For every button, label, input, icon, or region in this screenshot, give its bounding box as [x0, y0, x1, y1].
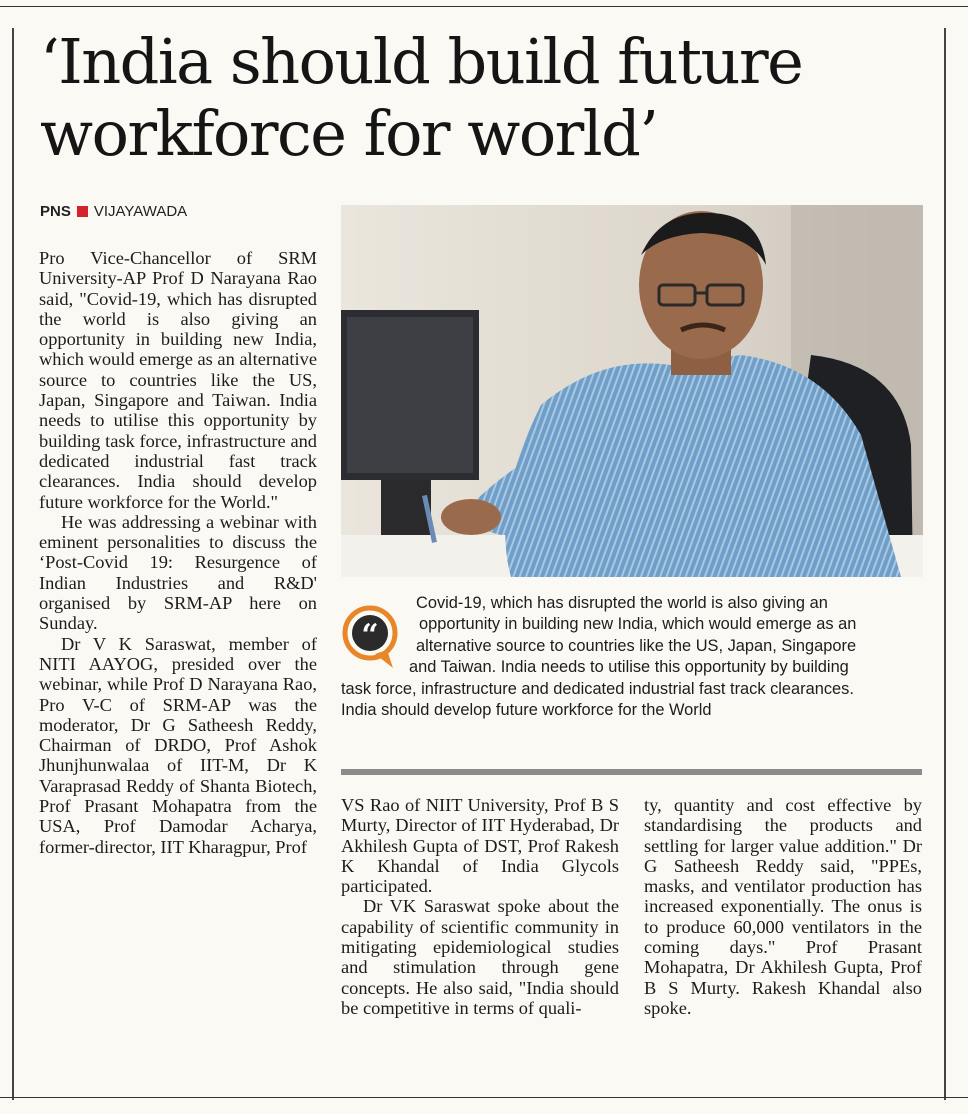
agency-credit: PNS: [40, 203, 71, 220]
paragraph: Dr VK Saraswat spoke about the capability of scientific community in mitigating epidemiological studies and stimulation through gene concepts. He also said, "India should be competitive in terms of quali-: [341, 896, 619, 1018]
dateline: [40, 203, 187, 220]
paragraph: Pro Vice-Chancellor of SRM University-AP Prof D Narayana Rao said, "Covid-19, which has disrupted the world is also giving an opportunity in building new India, which would emerge as an alternative source to countries like the US, Japan, Singapore and Taiwan. India needs to utilise this opportunity by building task force, infrastructure and dedicated industrial fast track clearances. India should develop future workforce for the World.": [39, 248, 317, 512]
paragraph: He was addressing a webinar with eminent personalities to discuss the ‘Post-Covid 19: Resurgence of Indian Industries and R&D' organised by SRM-AP here on Sunday.: [39, 511, 317, 634]
top-rule: [0, 6, 968, 7]
pull-quote-line: task force, infrastructure and dedicated industrial fast track clearances.: [341, 679, 854, 698]
article-column-3: [644, 795, 922, 1018]
red-square-marker: [77, 206, 88, 217]
section-divider: [341, 769, 922, 775]
article-column-1: [39, 248, 317, 857]
right-column-rule: [944, 28, 946, 1100]
pull-quote-line: opportunity in building new India, which would emerge as an: [419, 615, 857, 634]
paragraph: VS Rao of NIIT University, Prof B S Murty, Director of IIT Hyderabad, Dr Akhilesh Gupta of DST, Prof Rakesh K Khandal of India Glycols participated.: [341, 795, 619, 897]
pull-quote: [341, 593, 919, 721]
dateline-location: VIJAYAWADA: [93, 203, 188, 220]
speaker-photo: [341, 205, 923, 577]
article-column-2: [341, 795, 619, 1018]
pull-quote-line: India should develop future workforce for the World: [341, 701, 712, 720]
svg-text:“: “: [361, 618, 379, 653]
pull-quote-line: alternative source to countries like the US, Japan, Singapore: [416, 636, 857, 655]
pull-quote-line: and Taiwan. India needs to utilise this opportunity by building: [409, 658, 849, 677]
paragraph: ty, quantity and cost effective by standardising the products and settling for larger value addition." Dr G Satheesh Reddy said, "PPEs, masks, and ventilator production has increased exponentially. The onus is to produce 60,000 ventilators in the coming days." Prof Prasant Mohapatra, Dr Akhilesh Gupta, Prof B S Murty. Rakesh Khandal also spoke.: [644, 795, 922, 1018]
paragraph: Dr V K Saraswat, member of NITI AAYOG, presided over the webinar, while Prof D Narayana Rao, Pro V-C of SRM-AP was the moderator, Dr G Satheesh Reddy, Chairman of DRDO, Prof Ashok Jhunjhunwalaa of IIT-M, Dr K Varaprasad Reddy of Shanta Biotech, Prof Prasant Mohapatra from the USA, Prof Damodar Acharya, former-director, IIT Kharagpur, Prof: [39, 633, 317, 857]
left-column-rule: [12, 28, 14, 1100]
photo-illustration: [341, 205, 923, 577]
bottom-rule: [0, 1097, 968, 1098]
pull-quote-line: Covid-19, which has disrupted the world is also giving an: [416, 594, 828, 612]
headline: ‘India should build future workforce for world’: [40, 25, 803, 170]
